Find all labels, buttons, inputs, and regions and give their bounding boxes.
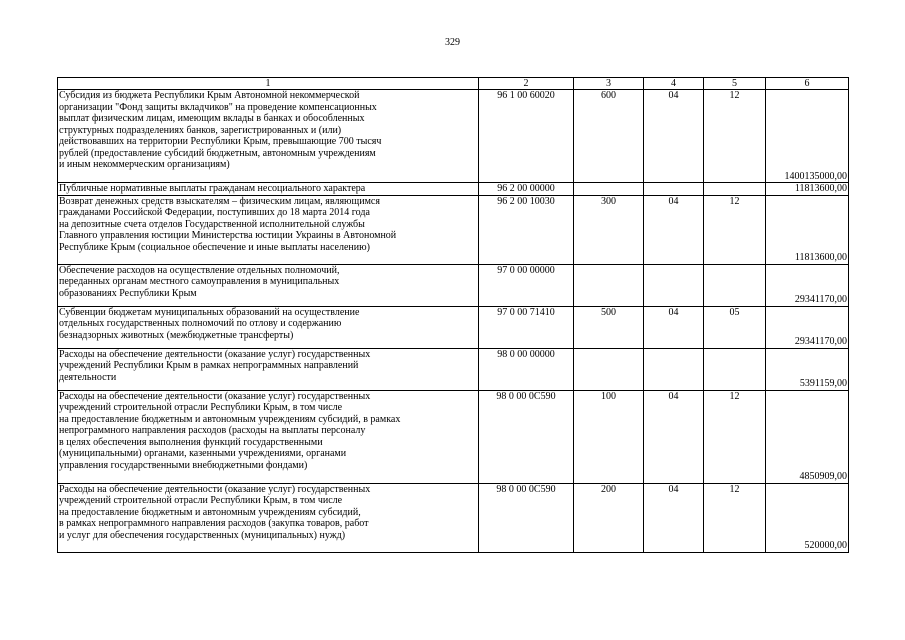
section-code: 04 bbox=[644, 306, 704, 348]
subsection-code: 12 bbox=[704, 195, 766, 264]
amount-value: 11813600,00 bbox=[794, 183, 847, 194]
section-code bbox=[644, 183, 704, 196]
amount-value: 520000,00 bbox=[804, 540, 847, 551]
expense-description: Обеспечение расходов на осуществление отдельных полномочий, переданных органам местного самоуправления в муниципальных образованиях Республики Крым bbox=[58, 264, 479, 306]
table-row bbox=[58, 390, 849, 483]
table-row bbox=[58, 483, 849, 552]
column-header: 1 bbox=[58, 78, 479, 90]
expense-type-code bbox=[574, 348, 644, 390]
section-code: 04 bbox=[644, 390, 704, 483]
subsection-code: 12 bbox=[704, 90, 766, 183]
section-code: 04 bbox=[644, 483, 704, 552]
expense-type-code bbox=[574, 183, 644, 196]
column-header: 5 bbox=[704, 78, 766, 90]
column-header: 3 bbox=[574, 78, 644, 90]
expense-type-code: 100 bbox=[574, 390, 644, 483]
subsection-code: 12 bbox=[704, 390, 766, 483]
section-code bbox=[644, 348, 704, 390]
amount bbox=[766, 390, 849, 483]
expense-description: Расходы на обеспечение деятельности (оказание услуг) государственных учреждений Республики Крым в рамках непрограммных направлений деятельности bbox=[58, 348, 479, 390]
subsection-code: 12 bbox=[704, 483, 766, 552]
target-article-code: 96 2 00 10030 bbox=[479, 195, 574, 264]
column-header: 4 bbox=[644, 78, 704, 90]
expense-type-code bbox=[574, 264, 644, 306]
expense-type-code: 300 bbox=[574, 195, 644, 264]
amount bbox=[766, 183, 849, 196]
amount bbox=[766, 348, 849, 390]
section-code: 04 bbox=[644, 195, 704, 264]
amount-value: 1400135000,00 bbox=[784, 170, 847, 182]
amount-value: 29341170,00 bbox=[794, 294, 847, 305]
amount bbox=[766, 264, 849, 306]
amount bbox=[766, 90, 849, 183]
target-article-code: 97 0 00 00000 bbox=[479, 264, 574, 306]
table-row bbox=[58, 183, 849, 196]
table-row bbox=[58, 195, 849, 264]
expense-description: Расходы на обеспечение деятельности (оказание услуг) государственных учреждений строительной отрасли Республики Крым, в том числе на предоставление бюджетным и автономным учреждениям субсидий, в рамках непрограммного направления расходов (закупка товаров, работ и услуг для обеспечения государственных (муниципальных) нужд) bbox=[58, 483, 479, 552]
expense-description: Субвенции бюджетам муниципальных образований на осуществление отдельных государственных полномочий по отлову и содержанию безнадзорных животных (межбюджетные трансферты) bbox=[58, 306, 479, 348]
amount bbox=[766, 483, 849, 552]
subsection-code bbox=[704, 348, 766, 390]
expense-type-code: 600 bbox=[574, 90, 644, 183]
table-row bbox=[58, 90, 849, 183]
target-article-code: 98 0 00 00000 bbox=[479, 348, 574, 390]
subsection-code bbox=[704, 264, 766, 306]
page-number: 329 bbox=[445, 37, 460, 48]
expense-type-code: 500 bbox=[574, 306, 644, 348]
expense-type-code: 200 bbox=[574, 483, 644, 552]
expense-description: Субсидия из бюджета Республики Крым Автономной некоммерческой организации "Фонд защиты вкладчиков" на проведение компенсационных выплат физическим лицам, имеющим вклады в банках и обособленных структурных подразделениях банков, зарегистрированных и (или) действовавших на территории Республики Крым, превышающие 700 тысяч рублей (предоставление субсидий бюджетным, автономным учреждениям и иным некоммерческим организациям) bbox=[58, 90, 479, 183]
subsection-code bbox=[704, 183, 766, 196]
table-row bbox=[58, 306, 849, 348]
amount-value: 4850909,00 bbox=[799, 471, 847, 482]
amount-value: 29341170,00 bbox=[794, 336, 847, 347]
amount-value: 11813600,00 bbox=[794, 252, 847, 263]
target-article-code: 98 0 00 0С590 bbox=[479, 390, 574, 483]
amount-value: 5391159,00 bbox=[799, 378, 847, 389]
target-article-code: 96 2 00 00000 bbox=[479, 183, 574, 196]
subsection-code: 05 bbox=[704, 306, 766, 348]
amount bbox=[766, 195, 849, 264]
target-article-code: 96 1 00 60020 bbox=[479, 90, 574, 183]
column-header: 6 bbox=[766, 78, 849, 90]
expense-description: Расходы на обеспечение деятельности (оказание услуг) государственных учреждений строительной отрасли Республики Крым, в том числе на предоставление бюджетным и автономным учреждениям субсидий, в рамках непрограммного направления расходов (расходы на выплаты персоналу в целях обеспечения выполнения функций государственными (муниципальными) органами, казенными учреждениями, органами управления государственными внебюджетными фондами) bbox=[58, 390, 479, 483]
expense-description: Публичные нормативные выплаты гражданам несоциального характера bbox=[58, 183, 479, 196]
table-header-row bbox=[58, 78, 849, 90]
amount bbox=[766, 306, 849, 348]
target-article-code: 97 0 00 71410 bbox=[479, 306, 574, 348]
table-row bbox=[58, 348, 849, 390]
target-article-code: 98 0 00 0С590 bbox=[479, 483, 574, 552]
expense-description: Возврат денежных средств взыскателям – физическим лицам, являющимся гражданами Российской Федерации, поступивших до 18 марта 2014 года на депозитные счета отделов Государственной исполнительной службы Главного управления юстиции Министерства юстиции Украины в Автономной Республике Крым (социальное обеспечение и иные выплаты населению) bbox=[58, 195, 479, 264]
table-row bbox=[58, 264, 849, 306]
section-code: 04 bbox=[644, 90, 704, 183]
budget-table bbox=[57, 77, 849, 553]
column-header: 2 bbox=[479, 78, 574, 90]
section-code bbox=[644, 264, 704, 306]
